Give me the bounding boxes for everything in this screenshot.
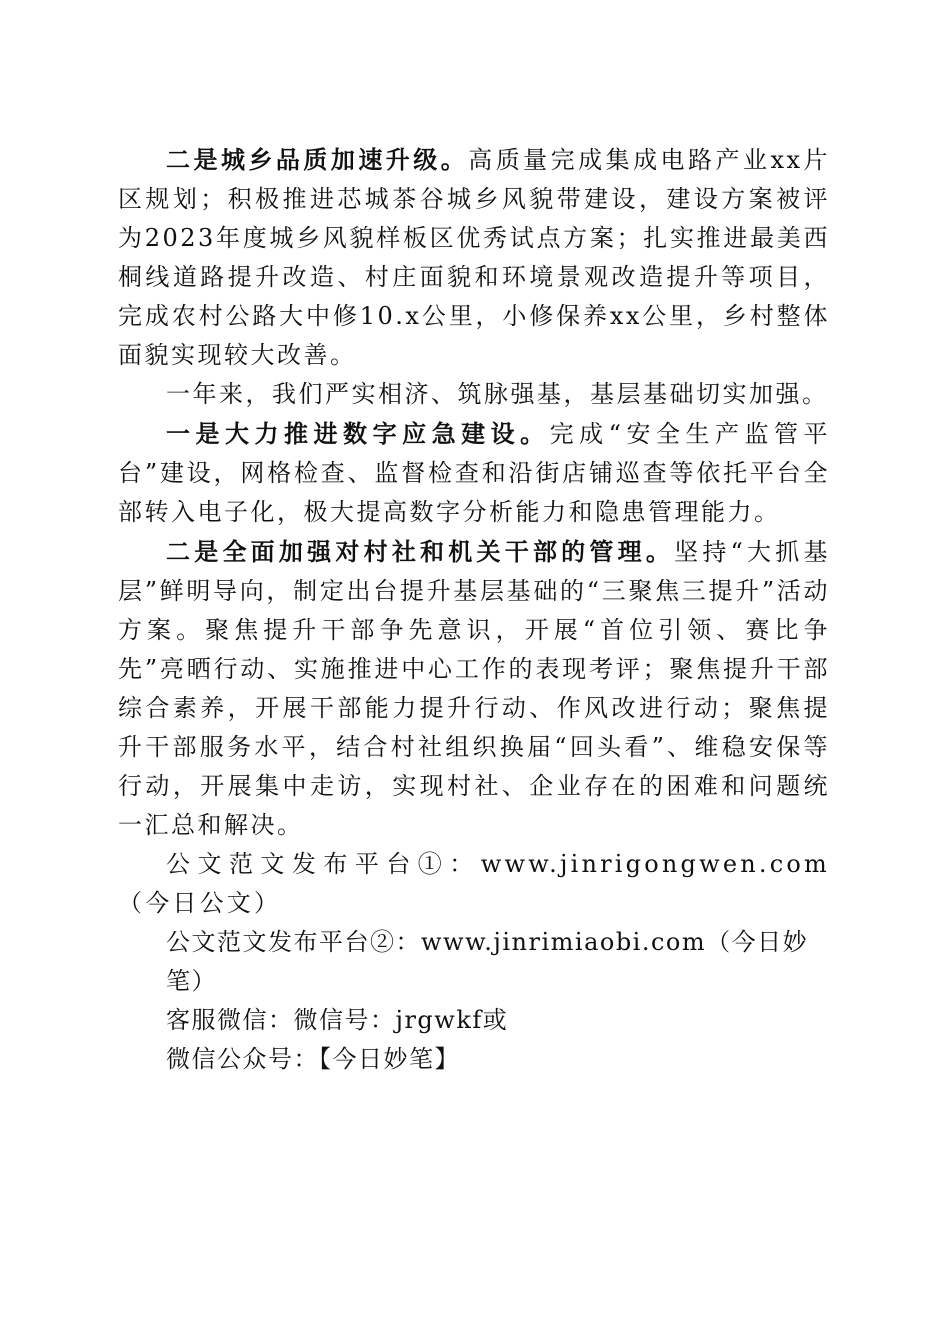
paragraph-cadre-management: [118, 532, 830, 845]
document-page: [118, 140, 830, 1079]
footer-official-account: 微信公众号：【今日妙笔】: [166, 1045, 460, 1073]
paragraph-lead: 二是城乡品质加速升级。: [166, 145, 469, 174]
paragraph-body: 坚持“大抓基层”鲜明导向，制定出台提升基层基础的“三聚焦三提升”活动方案。聚焦提升干部争先意识，开展“首位引领、赛比争先”亮晒行动、实施推进中心工作的表现考评；聚焦提升干部综合素养，开展干部能力提升行动、作风改进行动；聚焦提升干部服务水平，结合村社组织换届“回头看”、维稳安保等行动，开展集中走访，实现村社、企业存在的困难和问题统一汇总和解决。: [118, 538, 830, 839]
paragraph-body: 一年来，我们严实相济、筑脉强基，基层基础切实加强。: [166, 380, 829, 408]
footer-platform-1: 公文范文发布平台①：www.jinrigongwen.com（今日公文）: [118, 850, 830, 917]
paragraph-urban-rural-quality: [118, 140, 830, 375]
footer-platform-2: 公文范文发布平台②：www.jinrimiaobi.com（今日妙笔）: [166, 928, 809, 995]
paragraph-body: 完成“安全生产监管平台”建设，网格检查、监督检查和沿街店铺巡查等依托平台全部转入电子化，极大提高数字分析能力和隐患管理能力。: [118, 420, 830, 526]
paragraph-lead: 一是大力推进数字应急建设。: [166, 419, 550, 448]
paragraph-lead: 二是全面加强对村社和机关干部的管理。: [166, 537, 675, 566]
paragraph-digital-emergency: [118, 414, 830, 532]
paragraph-body: 高质量完成集成电路产业xx片区规划；积极推进芯城茶谷城乡风貌带建设，建设方案被评为2023年度城乡风貌样板区优秀试点方案；扎实推进最美西桐线道路提升改造、村庄面貌和环境景观改造提升等项目，完成农村公路大中修10.x公里，小修保养xx公里，乡村整体面貌实现较大改善。: [118, 146, 831, 369]
paragraph-summary: [118, 375, 830, 414]
footer-customer-service: 客服微信：微信号：jrgwkf或: [166, 1006, 509, 1034]
